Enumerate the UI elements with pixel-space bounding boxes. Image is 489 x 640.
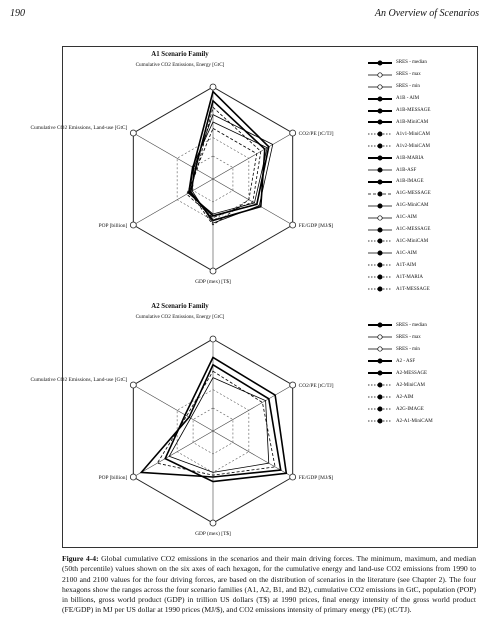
legend-item	[367, 140, 430, 152]
legend-swatch	[367, 83, 393, 91]
legend-label: SRES - min	[396, 84, 420, 90]
legend-label: A2-MESSAGE	[396, 370, 428, 376]
legend-item	[367, 105, 430, 117]
legend-label: A1B-MARIA	[396, 155, 424, 161]
legend-label: A1C-AIM	[396, 250, 417, 256]
axis-label-right-bottom: FE/GDP [MJ/$]	[298, 475, 334, 481]
legend-label: SRES - max	[396, 334, 421, 340]
caption-label: Figure 4-4:	[62, 554, 99, 563]
axis-end-marker	[210, 520, 216, 526]
axis-spoke	[133, 179, 213, 225]
legend-swatch	[367, 261, 393, 269]
legend-label: SRES - median	[396, 322, 427, 328]
axis-end-marker	[130, 130, 136, 136]
legend-item	[367, 415, 433, 427]
legend-swatch	[367, 71, 393, 79]
legend-swatch	[367, 381, 393, 389]
axis-spoke	[213, 133, 293, 179]
page-header	[10, 8, 479, 22]
axis-label-left-bottom: POP [billion]	[98, 475, 128, 481]
scenario-profile-line	[157, 371, 275, 475]
legend-swatch	[367, 345, 393, 353]
panel-a2-title: A2 Scenario Family	[151, 303, 209, 310]
legend-swatch	[367, 214, 393, 222]
legend-item	[367, 247, 417, 259]
legend-label: A1T-MESSAGE	[396, 286, 430, 292]
panel-a1-subtitle: Cumulative CO2 Emissions, Energy [GtC]	[135, 62, 225, 68]
axis-label-bottom: GDP (mex) [T$]	[195, 531, 231, 537]
legend-item	[367, 403, 424, 415]
legend-swatch	[367, 154, 393, 162]
legend-item	[367, 343, 420, 355]
legend-item	[367, 391, 414, 403]
legend-item	[367, 355, 415, 367]
scenario-profile-line	[169, 378, 269, 473]
legend-label: SRES - max	[396, 72, 421, 78]
legend-item	[367, 236, 428, 248]
legend-swatch	[367, 237, 393, 245]
legend-swatch	[367, 95, 393, 103]
panel-a2-subtitle: Cumulative CO2 Emissions, Energy [GtC]	[135, 314, 225, 320]
axis-spoke	[133, 431, 213, 477]
legend-label: A1T-MARIA	[396, 274, 424, 280]
legend-swatch	[367, 59, 393, 67]
axis-end-marker	[210, 336, 216, 342]
axis-end-marker	[130, 382, 136, 388]
legend-label: SRES - median	[396, 60, 427, 66]
legend-item	[367, 81, 420, 93]
legend-label: A1T-AIM	[396, 262, 417, 268]
legend-item	[367, 259, 416, 271]
legend-swatch	[367, 249, 393, 257]
legend-label: A1C-AIM	[396, 215, 417, 221]
axis-end-marker	[210, 268, 216, 274]
legend-label: A1C-MESSAGE	[396, 227, 431, 233]
axis-spoke	[213, 385, 293, 431]
caption-text: Global cumulative CO2 emissions in the scenarios and their main driving forces. The minimum, maximum, and median (50th percentile) values shown on the six axes of each hexagon, for the cumulative energy and land-use CO2 emissions from 1990 to 2100 and 2100 values for the four driving forces, are based on the distribution of scenarios in the literature (see Chapter 2). The four hexagons show the ranges across the four scenario families (A1, A2, B1, and B2), cumulative CO2 emissions in GtC, population (POP) in billions, gross world product (GDP) in trillion US dollars (T$) at 1990 prices, final energy intensity of the gross world product (FE/GDP) in MJ per US dollar at 1990 prices (MJ/$), and CO2 emissions intensity of primary energy (PE) (tC/TJ).	[62, 554, 476, 615]
running-title: An Overview of Scenarios	[374, 8, 479, 19]
legend-swatch	[367, 369, 393, 377]
axis-label-left-bottom: POP [billion]	[98, 223, 128, 229]
axis-end-marker	[210, 84, 216, 90]
legend-item	[367, 271, 423, 283]
axis-end-marker	[290, 130, 296, 136]
axis-label-left-top: Cumulative CO2 Emissions, Land-use [GtC]	[30, 125, 128, 131]
legend-swatch	[367, 273, 393, 281]
figure-frame	[30, 46, 478, 548]
legend-swatch	[367, 107, 393, 115]
axis-label-bottom: GDP (mex) [T$]	[195, 279, 231, 285]
panel-a1-title: A1 Scenario Family	[151, 51, 209, 58]
legend-swatch	[367, 393, 393, 401]
legend-label: A2-A1-MiniCAM	[396, 418, 433, 424]
radar-chart-a1	[30, 67, 363, 297]
legend-item	[367, 57, 427, 69]
legend-label: A1C-MiniCAM	[396, 238, 429, 244]
legend-swatch	[367, 166, 393, 174]
legend-label: A1G-MESSAGE	[396, 191, 431, 197]
legend-swatch	[367, 202, 393, 210]
legend-label: A1G-MiniCAM	[396, 203, 429, 209]
legend-swatch	[367, 142, 393, 150]
legend-swatch	[367, 333, 393, 341]
legend-label: A2-AIM	[396, 394, 414, 400]
legend-item	[367, 93, 419, 105]
legend-swatch	[367, 417, 393, 425]
legend-item	[367, 164, 416, 176]
legend-item	[367, 152, 424, 164]
axis-label-left-top: Cumulative CO2 Emissions, Land-use [GtC]	[30, 377, 128, 383]
legend-item	[367, 283, 430, 295]
page-number: 190	[10, 8, 25, 19]
legend-swatch	[367, 405, 393, 413]
legend-item	[367, 319, 427, 331]
axis-end-marker	[290, 474, 296, 480]
legend-item	[367, 117, 428, 129]
legend-label: A2-MiniCAM	[396, 382, 425, 388]
legend-swatch	[367, 226, 393, 234]
legend-label: A2 - ASF	[396, 358, 416, 364]
legend-item	[367, 200, 429, 212]
legend-swatch	[367, 130, 393, 138]
legend-swatch	[367, 190, 393, 198]
legend-label: A1B-MESSAGE	[396, 108, 431, 114]
legend-swatch	[367, 285, 393, 293]
radar-chart-a2	[30, 319, 363, 547]
axis-end-marker	[290, 382, 296, 388]
legend-label: A1B-ASF	[396, 167, 417, 173]
legend-label: A1B-MiniCAM	[396, 119, 429, 125]
legend-swatch	[367, 357, 393, 365]
legend-swatch	[367, 178, 393, 186]
axis-label-right-bottom: FE/GDP [MJ/$]	[298, 223, 334, 229]
legend-item	[367, 212, 417, 224]
legend-swatch	[367, 118, 393, 126]
legend-label: A1v2-MiniCAM	[396, 143, 430, 149]
legend-item	[367, 176, 424, 188]
axis-label-right-top: CO2/PE [tC/TJ]	[298, 383, 334, 389]
legend-swatch	[367, 321, 393, 329]
legend-item	[367, 128, 430, 140]
legend-item	[367, 224, 430, 236]
legend-label: A1B - AIM	[396, 96, 420, 102]
legend-item	[367, 69, 421, 81]
axis-end-marker	[290, 222, 296, 228]
legend-item	[367, 331, 421, 343]
figure-caption	[62, 554, 476, 616]
axis-end-marker	[130, 222, 136, 228]
legend-a2	[363, 315, 473, 543]
legend-label: A1B-IMAGE	[396, 179, 424, 185]
legend-item	[367, 379, 425, 391]
axis-label-right-top: CO2/PE [tC/TJ]	[298, 131, 334, 137]
legend-label: A2G-IMAGE	[396, 406, 424, 412]
legend-label: SRES - min	[396, 346, 420, 352]
legend-item	[367, 367, 427, 379]
legend-item	[367, 188, 431, 200]
axis-end-marker	[130, 474, 136, 480]
legend-label: A1v1-MiniCAM	[396, 131, 430, 137]
legend-a1	[363, 53, 473, 297]
